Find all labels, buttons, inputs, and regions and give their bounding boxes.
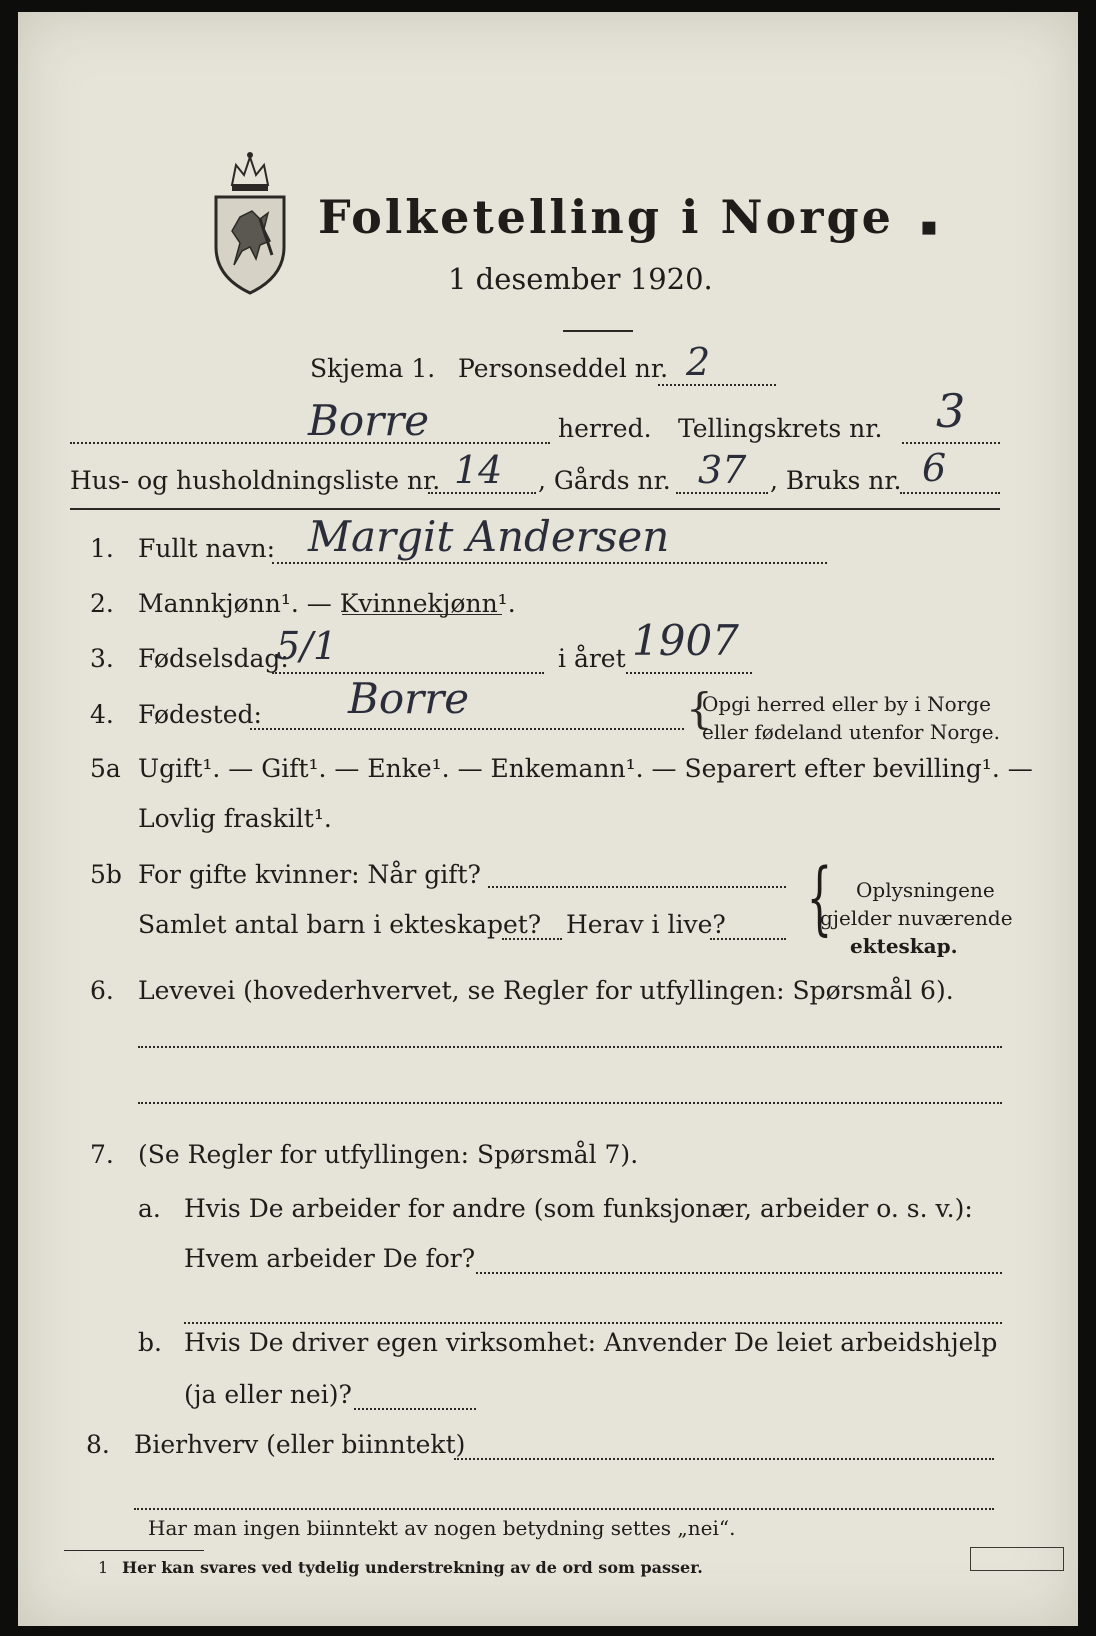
q5b-children-label: Samlet antal barn i ekteskapet?	[138, 910, 542, 939]
q5b-note-line3: ekteskap.	[850, 934, 958, 958]
bruks-field-line	[900, 492, 1000, 494]
full-name-value[interactable]: Margit Andersen	[308, 512, 670, 561]
q6-label: Levevei (hovederhvervet, se Regler for utfyllingen: Spørsmål 6).	[138, 976, 954, 1005]
tellingskrets-number[interactable]: 3	[936, 384, 966, 438]
q8-field-line-1[interactable]	[454, 1458, 994, 1460]
q5b-note-brace: {	[806, 851, 833, 944]
q4-note-line1: Opgi herred eller by i Norge	[702, 692, 991, 716]
q4-field-line	[250, 728, 684, 730]
q4-note-line2: eller fødeland utenfor Norge.	[702, 720, 1000, 744]
q8-note: Har man ingen biinntekt av nogen betydning settes „nei“.	[148, 1516, 736, 1540]
q6-field-line-1[interactable]	[138, 1046, 1002, 1048]
q8-label: Bierhverv (eller biinntekt)	[134, 1430, 466, 1459]
birth-year-value[interactable]: 1907	[632, 616, 739, 665]
q5b-married-field-line	[488, 886, 786, 888]
husliste-label: Hus- og husholdningsliste nr.	[70, 466, 441, 495]
personseddel-field-line	[658, 384, 776, 386]
q8-number: 8.	[86, 1430, 110, 1459]
herred-label: herred.	[558, 414, 652, 443]
personseddel-number[interactable]: 2	[686, 340, 711, 384]
q7-label: (Se Regler for utfyllingen: Spørsmål 7).	[138, 1140, 639, 1169]
skjema-label: Skjema 1.	[310, 354, 436, 383]
gards-number[interactable]: 37	[698, 448, 747, 492]
birthday-value[interactable]: 5/1	[276, 624, 338, 668]
q7a-line2: Hvem arbeider De for?	[184, 1244, 476, 1273]
q1-number: 1.	[90, 534, 114, 563]
gender-options[interactable]: Mannkjønn¹. — Kvinnekjønn¹.	[138, 589, 516, 618]
q7b-line1: Hvis De driver egen virksomhet: Anvender De leiet arbeidshjelp	[184, 1328, 998, 1357]
q3-number: 3.	[90, 644, 114, 673]
title-ornament: ▪	[920, 212, 938, 242]
marital-status-options-cont[interactable]: Lovlig fraskilt¹.	[138, 804, 332, 833]
bruks-number[interactable]: 6	[922, 446, 947, 490]
q4-number: 4.	[90, 700, 114, 729]
q6-number: 6.	[90, 976, 114, 1005]
husliste-field-line	[428, 492, 536, 494]
q1-label: Fullt navn:	[138, 534, 276, 563]
q5b-alive-field-line	[710, 938, 786, 940]
q5b-children-field-line	[502, 938, 562, 940]
marital-status-options[interactable]: Ugift¹. — Gift¹. — Enke¹. — Enkemann¹. — Separert efter bevilling¹. —	[138, 754, 1033, 783]
q5b-note-line2: gjelder nuværende	[820, 906, 1013, 930]
q7a-line1: Hvis De arbeider for andre (som funksjonær, arbeider o. s. v.):	[184, 1194, 973, 1223]
gards-label: , Gårds nr.	[538, 466, 671, 495]
gards-field-line	[676, 492, 768, 494]
q5b-alive-label: Herav i live?	[566, 910, 726, 939]
title-divider	[563, 330, 633, 332]
q1-field-line	[272, 562, 827, 564]
footnote-text: Her kan svares ved tydelig understrekning av de ord som passer.	[122, 1558, 703, 1577]
herred-name[interactable]: Borre	[308, 396, 430, 445]
q3-year-label: i året	[558, 644, 626, 673]
q7a-field-line-1[interactable]	[476, 1272, 1002, 1274]
q2-number: 2.	[90, 589, 114, 618]
q8-field-line-2[interactable]	[134, 1508, 994, 1510]
q7b-line2: (ja eller nei)?	[184, 1380, 352, 1409]
q5b-number: 5b	[90, 860, 122, 889]
footnote-mark: 1	[98, 1558, 109, 1577]
census-date: 1 desember 1920.	[448, 262, 713, 296]
q6-field-line-2[interactable]	[138, 1102, 1002, 1104]
footnote-rule	[64, 1550, 204, 1551]
q7a-field-line-2[interactable]	[184, 1322, 1002, 1324]
q4-label: Fødested:	[138, 700, 262, 729]
q7-number: 7.	[90, 1140, 114, 1169]
q3-label: Fødselsdag:	[138, 644, 289, 673]
q5b-note-line1: Oplysningene	[856, 878, 995, 902]
tellingskrets-label: Tellingskrets nr.	[678, 414, 883, 443]
norwegian-coat-of-arms-icon	[210, 147, 290, 297]
q7b-field-line[interactable]	[354, 1408, 476, 1410]
q5b-married-label: For gifte kvinner: Når gift?	[138, 860, 481, 889]
husliste-number[interactable]: 14	[454, 448, 503, 492]
birthplace-value[interactable]: Borre	[348, 674, 470, 723]
census-form-page	[18, 12, 1078, 1626]
bruks-label: , Bruks nr.	[770, 466, 902, 495]
q5a-number: 5a	[90, 754, 121, 783]
form-title: Folketelling i Norge	[318, 190, 894, 244]
q7a-letter: a.	[138, 1194, 161, 1223]
q4-note-brace: {	[686, 684, 713, 733]
q7b-letter: b.	[138, 1328, 162, 1357]
q3-year-field-line	[626, 672, 752, 674]
gender-underline-mark	[342, 614, 502, 615]
header-separator	[70, 508, 1000, 510]
printer-mark-icon	[970, 1547, 1064, 1571]
personseddel-label: Personseddel nr.	[458, 354, 669, 383]
tellingskrets-field-line	[902, 442, 1000, 444]
